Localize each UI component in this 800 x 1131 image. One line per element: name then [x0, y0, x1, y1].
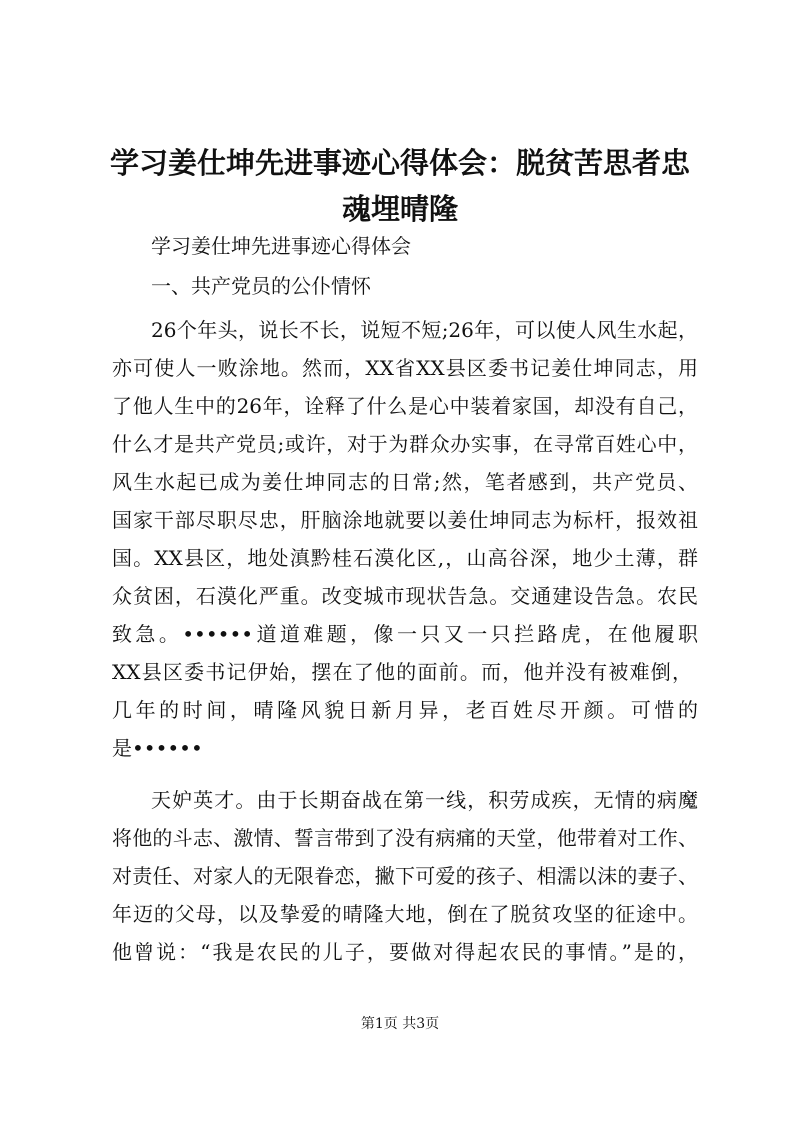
body-line-14: 将他的斗志、激情、誓言带到了没有病痛的天堂，他带着对工作、	[112, 826, 698, 850]
section-heading: 一、共产党员的公仆情怀	[151, 274, 371, 298]
body-line-11: 几年的时间，晴隆风貌日新月异，老百姓尽开颜。可惜的	[112, 698, 698, 722]
body-line-8: 众贫困，石漠化严重。改变城市现状告急。交通建设告急。农民	[112, 584, 698, 608]
body-line-10: XX县区委书记伊始，摆在了他的面前。而，他并没有被难倒，	[112, 660, 692, 684]
body-line-15: 对责任、对家人的无限眷恋，撇下可爱的孩子、相濡以沫的妻子、	[112, 864, 698, 888]
body-line-4: 什么才是共产党员;或许，对于为群众办实事，在寻常百姓心中，	[112, 432, 698, 456]
body-line-9: 致急。••••••道道难题，像一只又一只拦路虎，在他履职	[112, 622, 698, 646]
document-title-line-2: 魂埋晴隆	[341, 192, 458, 226]
body-line-7: 国。XX县区，地处滇黔桂石漠化区,，山高谷深，地少土薄，群	[112, 546, 698, 570]
body-line-13: 天妒英才。由于长期奋战在第一线，积劳成疾，无情的病魔	[151, 788, 698, 812]
body-line-12: 是••••••	[112, 736, 203, 760]
body-line-1: 26个年头，说长不长，说短不短;26年，可以使人风生水起，	[151, 318, 698, 342]
body-line-17: 他曾说：“我是农民的儿子，要做对得起农民的事情。”是的，	[112, 940, 698, 964]
body-line-3: 了他人生中的26年，诠释了什么是心中装着家国，却没有自己，	[112, 394, 698, 418]
page-indicator: 第1页 共3页	[360, 1016, 440, 1032]
document-title-line-1: 学习姜仕坤先进事迹心得体会：脱贫苦思者忠	[109, 146, 690, 180]
body-line-16: 年迈的父母，以及挚爱的晴隆大地，倒在了脱贫攻坚的征途中。	[112, 902, 698, 926]
body-line-5: 风生水起已成为姜仕坤同志的日常;然，笔者感到，共产党员、	[112, 470, 698, 494]
subtitle: 学习姜仕坤先进事迹心得体会	[151, 234, 411, 258]
body-line-6: 国家干部尽职尽忠，肝脑涂地就要以姜仕坤同志为标杆，报效祖	[112, 508, 698, 532]
body-line-2: 亦可使人一败涂地。然而，XX省XX县区委书记姜仕坤同志，用	[112, 356, 698, 380]
